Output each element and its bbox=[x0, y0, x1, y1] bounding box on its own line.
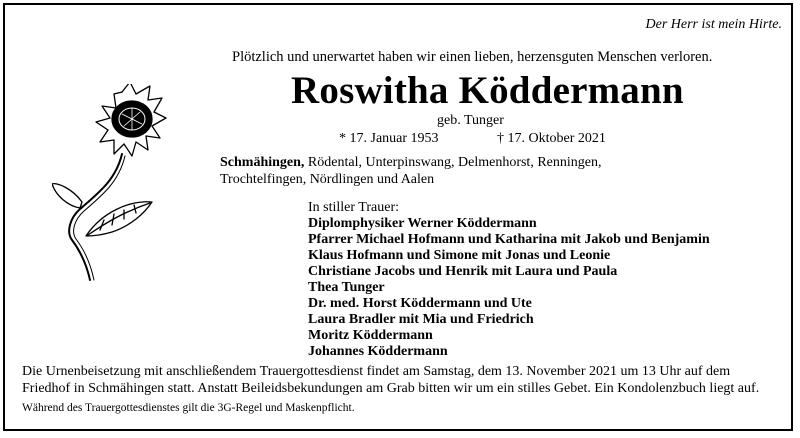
mourner: Thea Tunger bbox=[308, 280, 385, 295]
mourners-label: In stiller Trauer: bbox=[308, 200, 399, 215]
mourner: Dr. med. Horst Köddermann und Ute bbox=[308, 296, 532, 311]
mourner: Diplomphysiker Werner Köddermann bbox=[308, 216, 537, 231]
places-line-1-rest: Rödental, Unterpinswang, Delmenhorst, Renningen, bbox=[304, 155, 602, 170]
footer-line-1: Die Urnenbeisetzung mit anschließendem Trauergottesdienst findet am Samstag, dem 13. November 2021 um 13 Uhr auf dem bbox=[22, 364, 731, 379]
intro-text: Plötzlich und unerwartet haben wir einen lieben, herzensguten Menschen verloren. bbox=[232, 49, 713, 65]
death-date: † 17. Oktober 2021 bbox=[497, 131, 606, 146]
mourner: Klaus Hofmann und Simone mit Jonas und Leonie bbox=[308, 248, 611, 263]
mourner: Johannes Köddermann bbox=[308, 344, 448, 359]
mourner: Laura Bradler mit Mia und Friedrich bbox=[308, 312, 534, 327]
footer-line-2: Friedhof in Schmähingen statt. Anstatt Beileidsbekundungen am Grab bitten wir um ein stilles Gebet. Ein Kondolenzbuch liegt auf. bbox=[22, 381, 760, 396]
motto: Der Herr ist mein Hirte. bbox=[645, 17, 782, 32]
places-line-1 bbox=[220, 154, 601, 171]
footer-text bbox=[22, 363, 759, 397]
places-lead: Schmähingen, bbox=[220, 155, 305, 170]
birth-date: * 17. Januar 1953 bbox=[339, 131, 439, 146]
places bbox=[220, 154, 601, 188]
footer-note: Während des Trauergottesdienstes gilt die 3G-Regel und Maskenpflicht. bbox=[22, 402, 355, 414]
mourner: Christiane Jacobs und Henrik mit Laura und Paula bbox=[308, 264, 618, 279]
mourner: Moritz Köddermann bbox=[308, 328, 433, 343]
mourners-list bbox=[308, 200, 710, 360]
places-line-2: Trochtelfingen, Nördlingen und Aalen bbox=[220, 172, 435, 187]
deceased-name: Roswitha Köddermann bbox=[291, 69, 684, 112]
mourner: Pfarrer Michael Hofmann und Katharina mit Jakob und Benjamin bbox=[308, 232, 710, 247]
maiden-name: geb. Tunger bbox=[437, 113, 504, 128]
sunflower-icon bbox=[52, 84, 222, 284]
